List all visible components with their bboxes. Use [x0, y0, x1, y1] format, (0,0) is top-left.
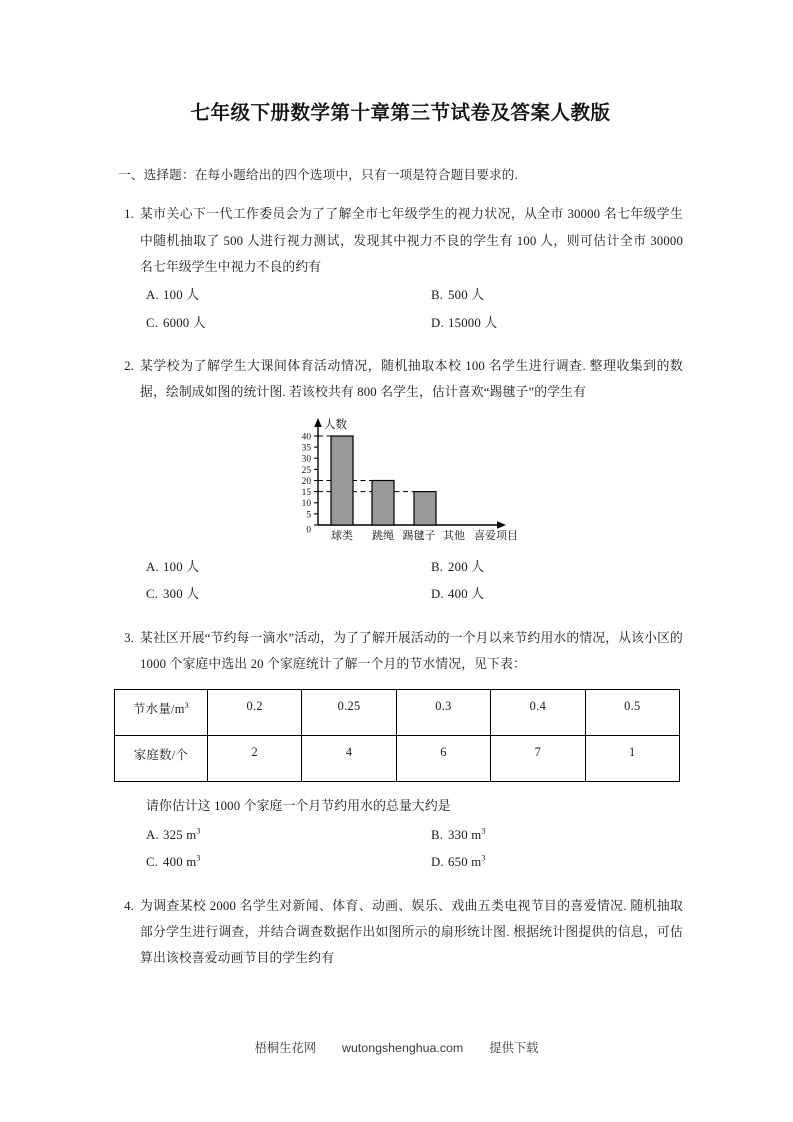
option-1-a[interactable]	[146, 282, 431, 310]
option-3-a-value: 325 m	[163, 827, 197, 842]
option-2-a[interactable]	[146, 554, 431, 582]
question-4-number: 4.	[124, 898, 134, 913]
y-axis-arrow	[314, 418, 322, 427]
option-2-c-value: 300 人	[163, 587, 200, 602]
option-1-d-value: 15000 人	[448, 315, 498, 330]
xlabel-tiaosheng: 跳绳	[371, 529, 394, 542]
bar-tiaosheng	[372, 480, 394, 525]
option-1-d[interactable]	[431, 310, 716, 338]
option-1-c-label: C.	[146, 315, 159, 330]
question-1-number: 1.	[124, 207, 134, 222]
option-2-b[interactable]	[431, 554, 716, 582]
option-3-a-label: A.	[146, 827, 159, 842]
option-3-b-value: 330 m	[448, 827, 482, 842]
table-header-amount-text: 节水量/m	[132, 701, 185, 716]
table-row-amounts	[115, 689, 680, 735]
cell-count-0: 2	[208, 735, 302, 781]
ytick-5: 5	[305, 509, 311, 520]
water-saving-table-wrap	[114, 689, 683, 782]
table-header-amount	[115, 689, 208, 735]
cell-count-1: 4	[302, 735, 396, 781]
cell-amount-1: 0.25	[302, 689, 396, 735]
x-axis-title: 喜爱项目	[473, 529, 518, 542]
cell-count-3: 7	[491, 735, 585, 781]
table-header-amount-sup: 3	[184, 700, 190, 710]
question-2-number: 2.	[124, 359, 134, 374]
attendance-bar-chart	[276, 412, 526, 552]
option-2-d[interactable]	[431, 581, 716, 609]
option-3-d-sup: 3	[481, 853, 486, 863]
option-3-d[interactable]	[431, 849, 716, 877]
option-1-a-label: A.	[146, 288, 159, 303]
option-1-a-value: 100 人	[163, 288, 200, 303]
ytick-15: 15	[301, 487, 311, 498]
cell-amount-0: 0.2	[208, 689, 302, 735]
question-1	[118, 201, 683, 337]
question-1-text: 某市关心下一代工作委员会为了了解全市七年级学生的视力状况，从全市 30000 名七年级学生中随机抽取了 500 人进行视力测试，发现其中视力不良的学生有 100 人，则可估计全市 30000 名七年级学生中视力不良的约有	[140, 207, 683, 274]
option-3-d-label: D.	[431, 855, 444, 870]
cell-count-2: 6	[396, 735, 490, 781]
xlabel-tijianzi: 踢毽子	[402, 529, 435, 542]
option-1-c-value: 6000 人	[163, 315, 206, 330]
question-2-options	[146, 554, 666, 609]
water-saving-table	[114, 689, 680, 782]
option-1-c[interactable]	[146, 310, 431, 338]
ytick-0: 0	[305, 525, 311, 536]
bar-qiulei	[331, 436, 353, 525]
page-content	[118, 92, 683, 971]
option-2-d-value: 400 人	[448, 587, 485, 602]
question-3-number: 3.	[124, 630, 134, 645]
option-3-c-value: 400 m	[163, 855, 197, 870]
question-1-options	[146, 282, 666, 337]
option-3-b[interactable]	[431, 822, 716, 850]
ytick-35: 35	[301, 443, 311, 454]
option-3-a-sup: 3	[196, 826, 201, 836]
x-axis-arrow	[497, 521, 506, 529]
option-3-b-label: B.	[431, 827, 444, 842]
question-3-options	[146, 822, 666, 877]
option-2-b-label: B.	[431, 559, 444, 574]
option-2-a-value: 100 人	[163, 559, 200, 574]
question-3-sub-prompt: 请你估计这 1000 个家庭一个月节约用水的总量大约是	[146, 798, 451, 813]
xlabel-qita: 其他	[442, 529, 465, 542]
option-1-d-label: D.	[431, 315, 444, 330]
x-axis-category-labels	[331, 528, 465, 542]
option-2-c-label: C.	[146, 587, 159, 602]
question-4	[118, 893, 683, 972]
option-3-c-label: C.	[146, 855, 159, 870]
option-3-c[interactable]	[146, 849, 431, 877]
question-2	[118, 353, 683, 608]
ytick-20: 20	[301, 476, 311, 487]
table-row-counts	[115, 735, 680, 781]
question-4-text: 为调查某校 2000 名学生对新闻、体育、动画、娱乐、戏曲五类电视节目的喜爱情况. 随机抽取部分学生进行调查，并结合调查数据作出如图所示的扇形统计图. 根据统计图提供的信息，可估算出该校喜爱动画节目的学生约有	[140, 898, 683, 965]
option-2-d-label: D.	[431, 587, 444, 602]
option-2-c[interactable]	[146, 581, 431, 609]
section-intro: 一、选择题：在每小题给出的四个选项中，只有一项是符合题目要求的.	[118, 168, 518, 183]
option-3-c-sup: 3	[196, 853, 201, 863]
ytick-40: 40	[301, 431, 311, 442]
option-1-b[interactable]	[431, 282, 716, 310]
cell-amount-4: 0.5	[585, 689, 679, 735]
y-axis-tick-labels	[301, 432, 311, 535]
question-3-text: 某社区开展“节约每一滴水”活动，为了了解开展活动的一个月以来节约用水的情况，从该小区的 1000 个家庭中选出 20 个家庭统计了解一个月的节水情况，见下表：	[140, 630, 683, 671]
ytick-25: 25	[301, 465, 311, 476]
xlabel-qiulei: 球类	[330, 529, 353, 542]
bar-qita	[414, 491, 436, 524]
option-3-d-value: 650 m	[448, 855, 482, 870]
option-2-a-label: A.	[146, 559, 159, 574]
table-header-count: 家庭数/个	[115, 735, 208, 781]
page-title: 七年级下册数学第十章第三节试卷及答案人教版	[190, 103, 611, 124]
footer-site-name: 梧桐生花网	[254, 1041, 317, 1055]
footer-note: 提供下载	[489, 1041, 539, 1055]
question-2-text: 某学校为了解学生大课间体育活动情况，随机抽取本校 100 名学生进行调查. 整理收集到的数据，绘制成如图的统计图. 若该校共有 800 名学生，估计喜欢“踢毽子”的学生有	[140, 359, 683, 400]
cell-amount-3: 0.4	[491, 689, 585, 735]
option-1-b-value: 500 人	[448, 288, 485, 303]
y-axis-title: 人数	[323, 418, 347, 431]
option-2-b-value: 200 人	[448, 559, 485, 574]
page-footer	[0, 1038, 793, 1056]
cell-amount-2: 0.3	[396, 689, 490, 735]
footer-url: wutongshenghua.com	[342, 1041, 464, 1055]
bar-chart-figure	[118, 412, 683, 552]
question-3	[118, 625, 683, 877]
option-3-a[interactable]	[146, 822, 431, 850]
ytick-10: 10	[301, 498, 311, 509]
ytick-30: 30	[301, 454, 311, 465]
option-3-b-sup: 3	[481, 826, 486, 836]
option-1-b-label: B.	[431, 288, 444, 303]
cell-count-4: 1	[585, 735, 679, 781]
